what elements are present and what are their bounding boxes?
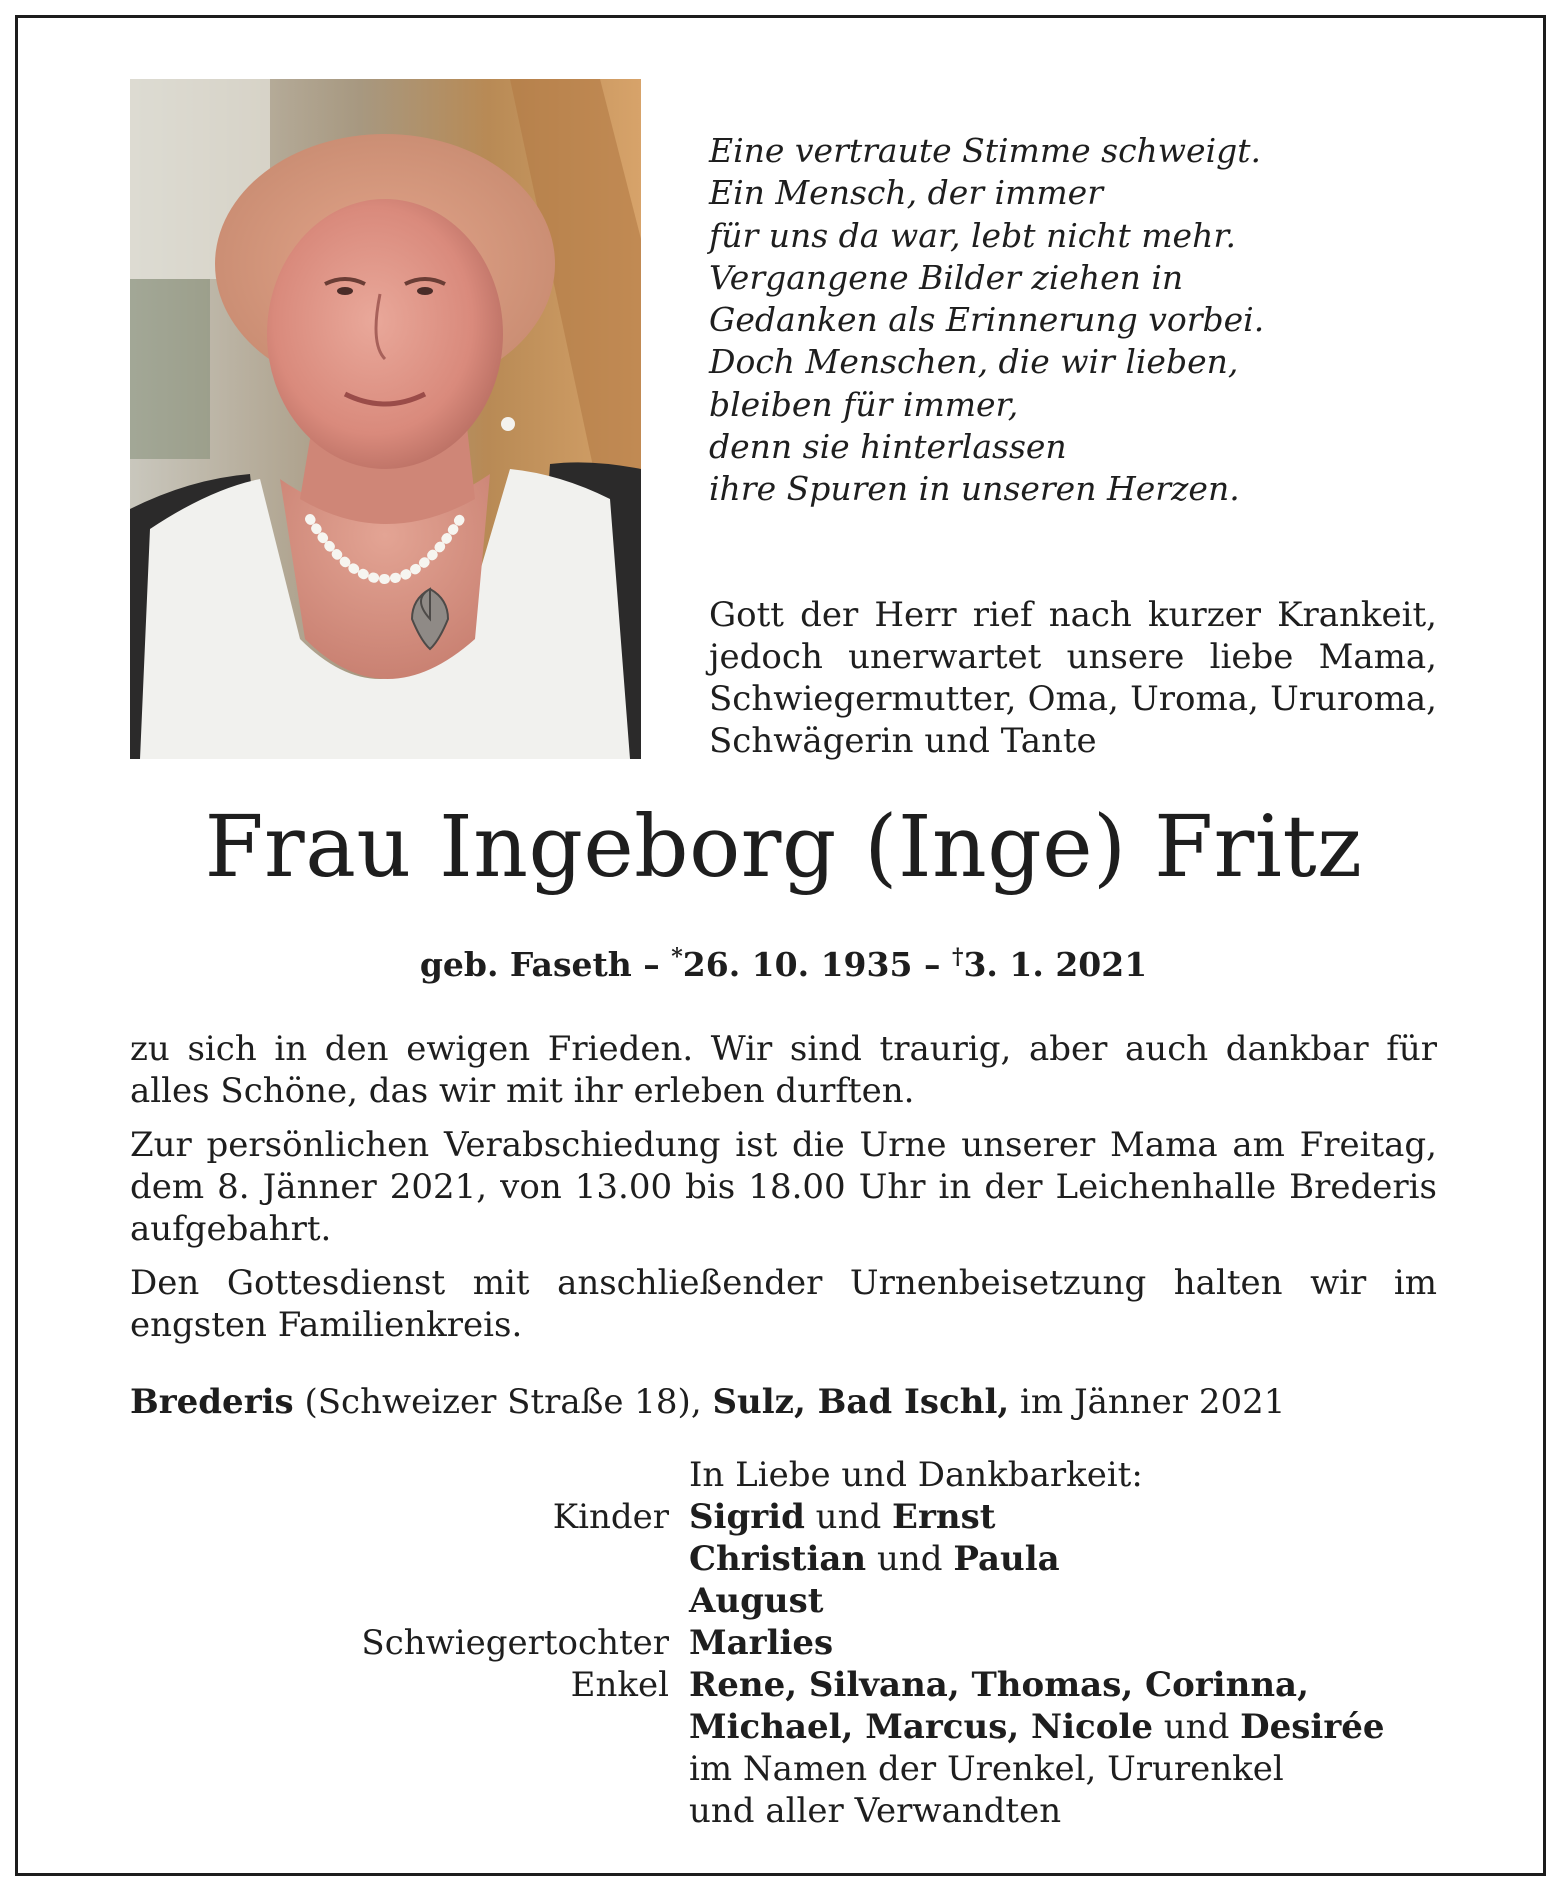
closing-line: und aller Verwandten (689, 1791, 1062, 1831)
birth-symbol: * (671, 944, 683, 970)
signers-heading: In Liebe und Dankbarkeit: (689, 1455, 1143, 1495)
poem (709, 130, 1269, 511)
birth-date: 26. 10. 1935 (682, 945, 913, 984)
signer-names (689, 1496, 1437, 1538)
role-label: Kinder (552, 1497, 669, 1537)
portrait-photo (130, 79, 641, 759)
place-and-date (130, 1381, 1285, 1423)
dash: – (643, 945, 660, 984)
poem-line: Vergangene Bilder ziehen in (709, 257, 1184, 297)
poem-line: ihre Spuren in unseren Herzen. (709, 469, 1240, 509)
signer-name: Rene, Silvana, Thomas, Corinna, (689, 1665, 1309, 1705)
town: Brederis (130, 1382, 294, 1422)
poem-line: für uns da war, lebt nicht mehr. (709, 215, 1236, 255)
conjunction: und (876, 1539, 943, 1579)
poem-line: denn sie hinterlassen (709, 427, 1067, 467)
signer-name: Marlies (689, 1623, 834, 1663)
signer-names (689, 1622, 1437, 1664)
role-label: Schwiegertochter (361, 1623, 669, 1663)
signer-name: Ernst (892, 1497, 996, 1537)
signer-name: Christian (689, 1539, 867, 1579)
signers (130, 1454, 1437, 1832)
conjunction: und (1163, 1707, 1230, 1747)
poem-line: Doch Menschen, die wir lieben, (709, 342, 1239, 382)
signer-names (689, 1580, 1437, 1622)
signer-names (689, 1538, 1437, 1580)
poem-line: Gedanken als Erinnerung vorbei. (709, 300, 1265, 340)
signer-names (689, 1664, 1437, 1706)
paragraph-farewell: Zur persönlichen Verabschiedung ist die Urne unserer Mama am Freitag, dem 8. Jänner 2021, von 13.00 bis 18.00 Uhr in der Leichenhalle Brederis aufgebahrt. (130, 1125, 1437, 1249)
closing-line: im Namen der Urenkel, Ururenkel (689, 1749, 1284, 1789)
paragraph-service: Den Gottesdienst mit anschließender Urnenbeisetzung halten wir im engsten Familienkreis. (130, 1263, 1437, 1345)
signer-name: Michael, Marcus, Nicole (689, 1707, 1153, 1747)
poem-line: Ein Mensch, der immer (709, 173, 1103, 213)
death-symbol: † (951, 944, 964, 970)
role-label: Enkel (570, 1665, 669, 1705)
paragraph-peace: zu sich in den ewigen Frieden. Wir sind traurig, aber auch dankbar für alles Schöne, das wir mit ihr erleben durften. (130, 1029, 1437, 1111)
conjunction: und (815, 1497, 882, 1537)
intro-text: Gott der Herr rief nach kurzer Krankeit, jedoch unerwartet unsere liebe Mama, Schwiegermutter, Oma, Uroma, Ururoma, Schwägerin und Tante (709, 595, 1437, 761)
life-dates (130, 944, 1437, 986)
signer-name: Sigrid (689, 1497, 805, 1537)
death-date: 3. 1. 2021 (963, 945, 1148, 984)
poem-line: Eine vertraute Stimme schweigt. (709, 131, 1262, 170)
signer-name: August (689, 1581, 824, 1621)
signer-name: Desirée (1240, 1707, 1385, 1747)
month: im Jänner 2021 (1020, 1382, 1286, 1422)
signer-names (689, 1706, 1437, 1748)
dash: – (923, 945, 941, 984)
signer-name: Paula (953, 1539, 1060, 1579)
maiden-name: geb. Faseth (419, 945, 632, 984)
deceased-name: Frau Ingeborg (Inge) Fritz (204, 798, 1363, 897)
address: (Schweizer Straße 18), (304, 1382, 702, 1422)
towns: Sulz, Bad Ischl, (712, 1382, 1010, 1422)
poem-line: bleiben für immer, (709, 384, 1019, 424)
